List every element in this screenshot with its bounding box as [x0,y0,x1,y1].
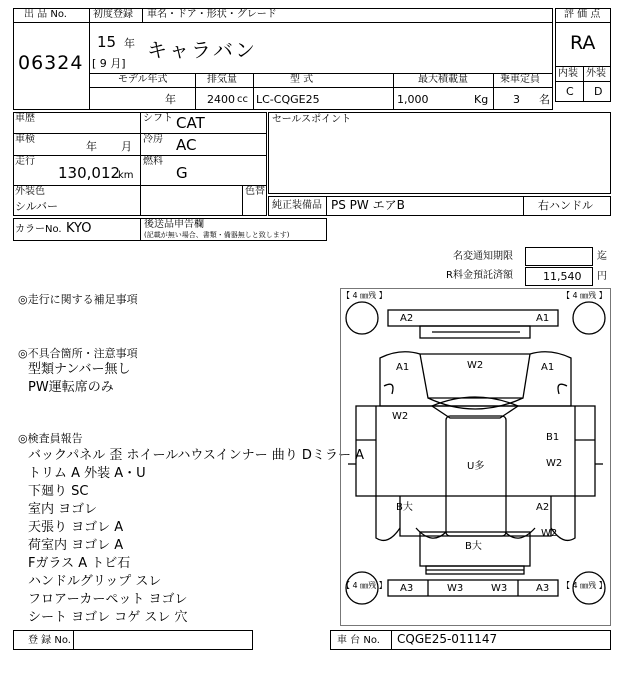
damage-hood: W2 [467,360,484,371]
damage-fender-front-left: A1 [396,362,410,373]
damage-fender-front-right: A1 [541,362,555,373]
exterior-grade: D [594,85,603,98]
inspector-item: 室内 ヨゴレ [28,502,98,517]
damage-rear-bumper-1: A3 [400,583,414,594]
first-registration-label: 初度登録 [93,9,133,20]
damage-rear-bumper-2: W3 [447,583,464,594]
first-registration-month: [ 9 月] [92,57,126,70]
tire-tread-rear-right: 【 4 ㎜残 】 [562,581,607,590]
damage-roof: U多 [467,461,485,472]
capacity-unit: 名 [539,93,550,106]
exterior-color-value: シルバー [15,200,58,213]
damage-door-front-right: B1 [546,432,560,443]
damage-quarter-rear-left: B大 [396,502,413,513]
name-change-unit: 迄 [597,251,607,262]
equipment-label: 純正装備品 [272,200,322,211]
tire-tread-front-left: 【 4 ㎜残 】 [342,291,387,300]
registration-number-label: 登 録 No. [28,635,71,646]
driving-notes-title: ◎走行に関する補足事項 [18,293,138,306]
repaint-label: 色替 [245,186,265,197]
inspector-item: 天張り ヨゴレ A [28,520,124,535]
displacement-label: 排気量 [207,74,237,85]
inspector-item: 下廻り SC [28,484,89,499]
recycle-amount: 11,540 [543,270,582,283]
name-change-label: 名変通知期限 [453,251,513,262]
model-year-label: モデル年式 [118,74,168,85]
displacement-value: 2400 [207,93,235,106]
inspector-title: ◎検査員報告 [18,432,83,445]
capacity-value: 3 [513,93,520,106]
inspector-item: トリム A 外装 A・U [28,466,146,481]
recycle-label: R料金預託済額 [446,270,513,281]
inspector-item: Fガラス A トビ石 [28,556,131,571]
damage-quarter-rear-right: A2 [536,502,550,513]
damage-rear-bumper-3: W3 [491,583,508,594]
interior-label: 内装 [558,68,578,79]
recycle-unit: 円 [597,271,607,282]
tire-tread-front-right: 【 4 ㎜残 】 [562,291,607,300]
lot-number-label: 出 品 No. [24,9,67,20]
defect-item: 型類ナンバー無し [28,362,131,377]
capacity-label: 乗車定員 [500,74,540,85]
sales-point-label: セールスポイント [272,114,352,125]
mileage-unit: km [118,170,134,181]
van-outline [340,288,611,626]
fuel-label: 燃料 [143,156,163,167]
car-name: キャラバン [147,38,257,62]
chassis-number-label: 車 台 No. [337,635,380,646]
mileage-value: 130,012 [58,164,121,182]
model-type-value: LC-CQGE25 [256,93,320,106]
exterior-color-label: 外装色 [15,186,45,197]
defects-title: ◎不具合箇所・注意事項 [18,347,138,360]
shift-label: シフト [143,113,173,124]
mileage-label: 走行 [15,156,35,167]
ac-label: 冷房 [143,134,163,145]
max-load-label: 最大積載量 [418,74,468,85]
max-load-value: 1,000 [397,93,429,106]
inspection-year-unit: 年 [86,140,97,153]
history-label: 車歴 [15,113,35,124]
damage-quarter-rear-right-2: W2 [541,528,558,539]
score-value: RA [570,32,596,54]
car-name-label: 車名・ドア・形状・グレード [147,9,277,20]
model-type-label: 型 式 [290,74,314,85]
equipment-value: PS PW エアB [331,198,405,212]
max-load-unit: Kg [474,93,489,106]
year-unit: 年 [124,37,135,50]
shift-value: CAT [176,114,205,132]
tire-tread-rear-left: 【 4 ㎜残 】 [342,581,387,590]
inspection-label: 車検 [15,134,35,145]
inspector-item: バックパネル 歪 ホイールハウスインナー 曲り Dミラー A [28,448,364,463]
color-no-value: KYO [66,221,92,236]
damage-back-door: B大 [465,541,482,552]
ac-value: AC [176,136,197,154]
damage-door-rear-right: W2 [546,458,563,469]
interior-grade: C [566,85,574,98]
inspector-item: 荷室内 ヨゴレ A [28,538,124,553]
damage-front-bumper-left: A2 [400,313,414,324]
score-label: 評 価 点 [564,9,601,20]
after-market-label: 後送品申告欄 [144,219,204,230]
fuel-value: G [176,164,188,182]
tire-front-left [346,302,378,334]
name-change-box [525,247,593,266]
damage-door-front-left: W2 [392,411,409,422]
defect-item: PW運転席のみ [28,380,114,395]
damage-front-bumper-right: A1 [536,313,550,324]
color-no-label: カラーNo. [15,224,62,235]
handle-value: 右ハンドル [538,199,593,212]
model-year-unit: 年 [165,93,176,106]
exterior-label: 外装 [586,68,606,79]
after-market-note: (記載が無い場合、書類・備器無しと致します) [144,231,290,239]
inspector-item: シート ヨゴレ コゲ スレ 穴 [28,610,188,625]
chassis-number: CQGE25-011147 [397,632,498,646]
inspection-month-unit: 月 [121,140,132,153]
first-registration-year: 15 [97,33,117,51]
tire-front-right [573,302,605,334]
displacement-unit: cc [237,94,248,105]
inspector-item: ハンドルグリップ スレ [28,574,162,589]
inspector-item: フロアーカーペット ヨゴレ [28,592,188,607]
damage-rear-bumper-4: A3 [536,583,550,594]
lot-number: 06324 [18,52,84,74]
